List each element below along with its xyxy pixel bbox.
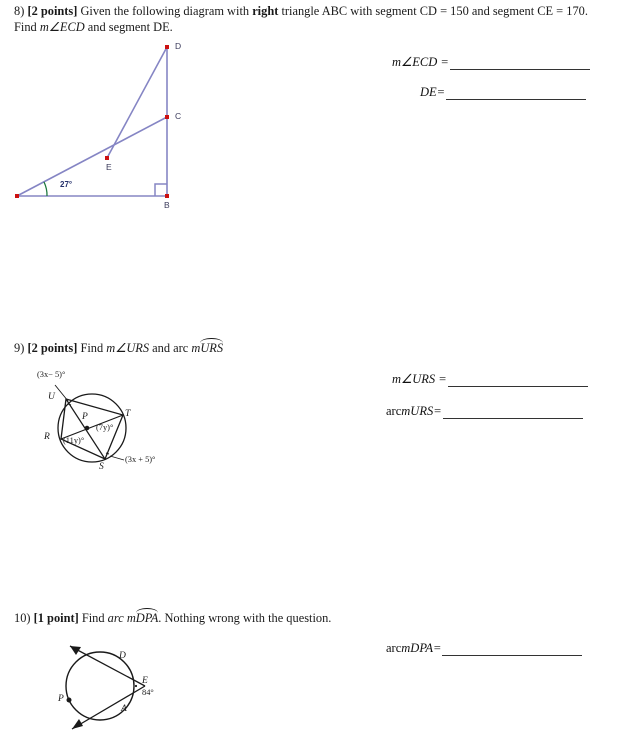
question-8-bold-right: right	[252, 4, 279, 18]
label-expr-3x-plus-5: (3x + 5)°	[125, 455, 156, 464]
quadrilateral-utsr	[61, 399, 123, 459]
answer-row-q10-arc	[386, 641, 582, 656]
question-10-text-after: . Nothing wrong with the question.	[158, 611, 332, 625]
label-point-a-q10: A	[121, 704, 127, 714]
answer-label-angle-urs: m∠URS =	[392, 372, 447, 386]
arrowhead-lower	[72, 719, 83, 729]
secants-svg	[50, 632, 210, 745]
label-point-e-q10: E	[142, 676, 148, 686]
question-10-math-arc-dpa: DPA	[135, 611, 159, 625]
question-10-find-label: Find	[81, 611, 108, 625]
question-8-points: [2 points]	[27, 4, 78, 18]
secant-lower	[72, 686, 145, 729]
diagram-cyclic-quadrilateral-rust	[20, 368, 210, 478]
secant-upper	[70, 646, 145, 686]
label-expr-7y: (7y)°	[96, 423, 114, 432]
label-expr-11y: (11y)°	[63, 436, 85, 445]
question-10-math-arc-m-prefix: arc m	[107, 611, 136, 625]
question-9-math-m-prefix: m	[191, 341, 201, 355]
answer-label-arc-word-q10: arc	[386, 641, 402, 655]
point-d-dot	[165, 45, 169, 49]
answer-blank-angle-urs[interactable]	[448, 374, 588, 387]
answer-row-q8-angle	[392, 54, 590, 70]
question-9-text-and-arc: and arc	[149, 341, 192, 355]
label-point-d: D	[175, 41, 182, 51]
question-10-line-1	[14, 610, 331, 626]
triangle-svg	[0, 38, 210, 218]
question-9-math-arc-urs: URS	[200, 341, 224, 355]
angle-tick-e	[135, 685, 137, 687]
label-point-d-q10: D	[119, 651, 126, 661]
point-e-dot	[105, 156, 109, 160]
label-center-p: P	[82, 412, 88, 422]
label-expr-3x-minus-5: (3x− 5)°	[37, 370, 66, 379]
question-9-points: [2 points]	[27, 341, 78, 355]
question-9-number: 9)	[14, 341, 25, 355]
question-9-find-label: Find	[80, 341, 107, 355]
question-8-text-b: triangle ABC with segment CD = 150 and segment CE = 170.	[278, 4, 588, 18]
answer-label-arc-word-q9: arc	[386, 404, 402, 418]
question-10-points: [1 point]	[33, 611, 79, 625]
answer-blank-arc-dpa[interactable]	[442, 643, 582, 656]
angle-tick-u	[68, 404, 71, 405]
center-point-p-dot	[85, 426, 90, 431]
point-c-dot	[165, 115, 169, 119]
angle-arc-27	[44, 182, 47, 196]
label-point-t: T	[125, 409, 131, 419]
point-a-dot	[15, 194, 19, 198]
answer-row-q8-de	[420, 85, 586, 100]
question-10-number: 10)	[14, 611, 31, 625]
question-9-line-1	[14, 340, 223, 356]
label-point-e: E	[106, 162, 112, 172]
point-b-dot	[165, 194, 169, 198]
label-point-b: B	[164, 200, 170, 210]
answer-blank-de[interactable]	[446, 87, 586, 100]
label-angle-84: 84°	[142, 688, 154, 697]
question-8-text-a: Given the following diagram with	[80, 4, 253, 18]
diagram-right-triangle-abc	[0, 38, 210, 218]
answer-blank-angle-ecd[interactable]	[450, 57, 590, 70]
question-8-line-2	[14, 19, 173, 35]
label-point-r: R	[44, 432, 50, 442]
question-8-text-c: and segment DE.	[84, 20, 173, 34]
question-8-line-1	[14, 3, 588, 19]
answer-label-arc-urs: mURS=	[401, 404, 442, 418]
question-8-math-angle-ecd: m∠ECD	[39, 20, 85, 34]
question-8-find-label: Find	[14, 20, 40, 34]
label-point-c: C	[175, 111, 182, 121]
point-p-dot-q10	[67, 698, 72, 703]
leader-line-3x-plus-5	[110, 456, 124, 460]
diagram-two-secants-circle	[50, 632, 210, 745]
answer-label-angle-ecd: m∠ECD =	[392, 55, 449, 69]
label-point-p-q10: P	[58, 694, 64, 704]
question-9-math-angle-urs: m∠URS	[106, 341, 150, 355]
answer-label-arc-dpa: mDPA=	[401, 641, 442, 655]
circle-quad-svg	[20, 368, 210, 478]
leader-line-3x-minus-5	[55, 385, 68, 401]
segment-ed	[107, 47, 167, 158]
label-point-u: U	[48, 392, 55, 402]
answer-blank-arc-urs[interactable]	[443, 406, 583, 419]
answer-row-q9-angle	[392, 371, 588, 387]
answer-row-q9-arc	[386, 404, 583, 419]
label-point-s: S	[99, 462, 104, 472]
answer-label-de: DE=	[420, 85, 446, 99]
question-8-number: 8)	[14, 4, 25, 18]
label-angle-27: 27°	[60, 180, 73, 189]
segment-ac	[17, 117, 167, 196]
